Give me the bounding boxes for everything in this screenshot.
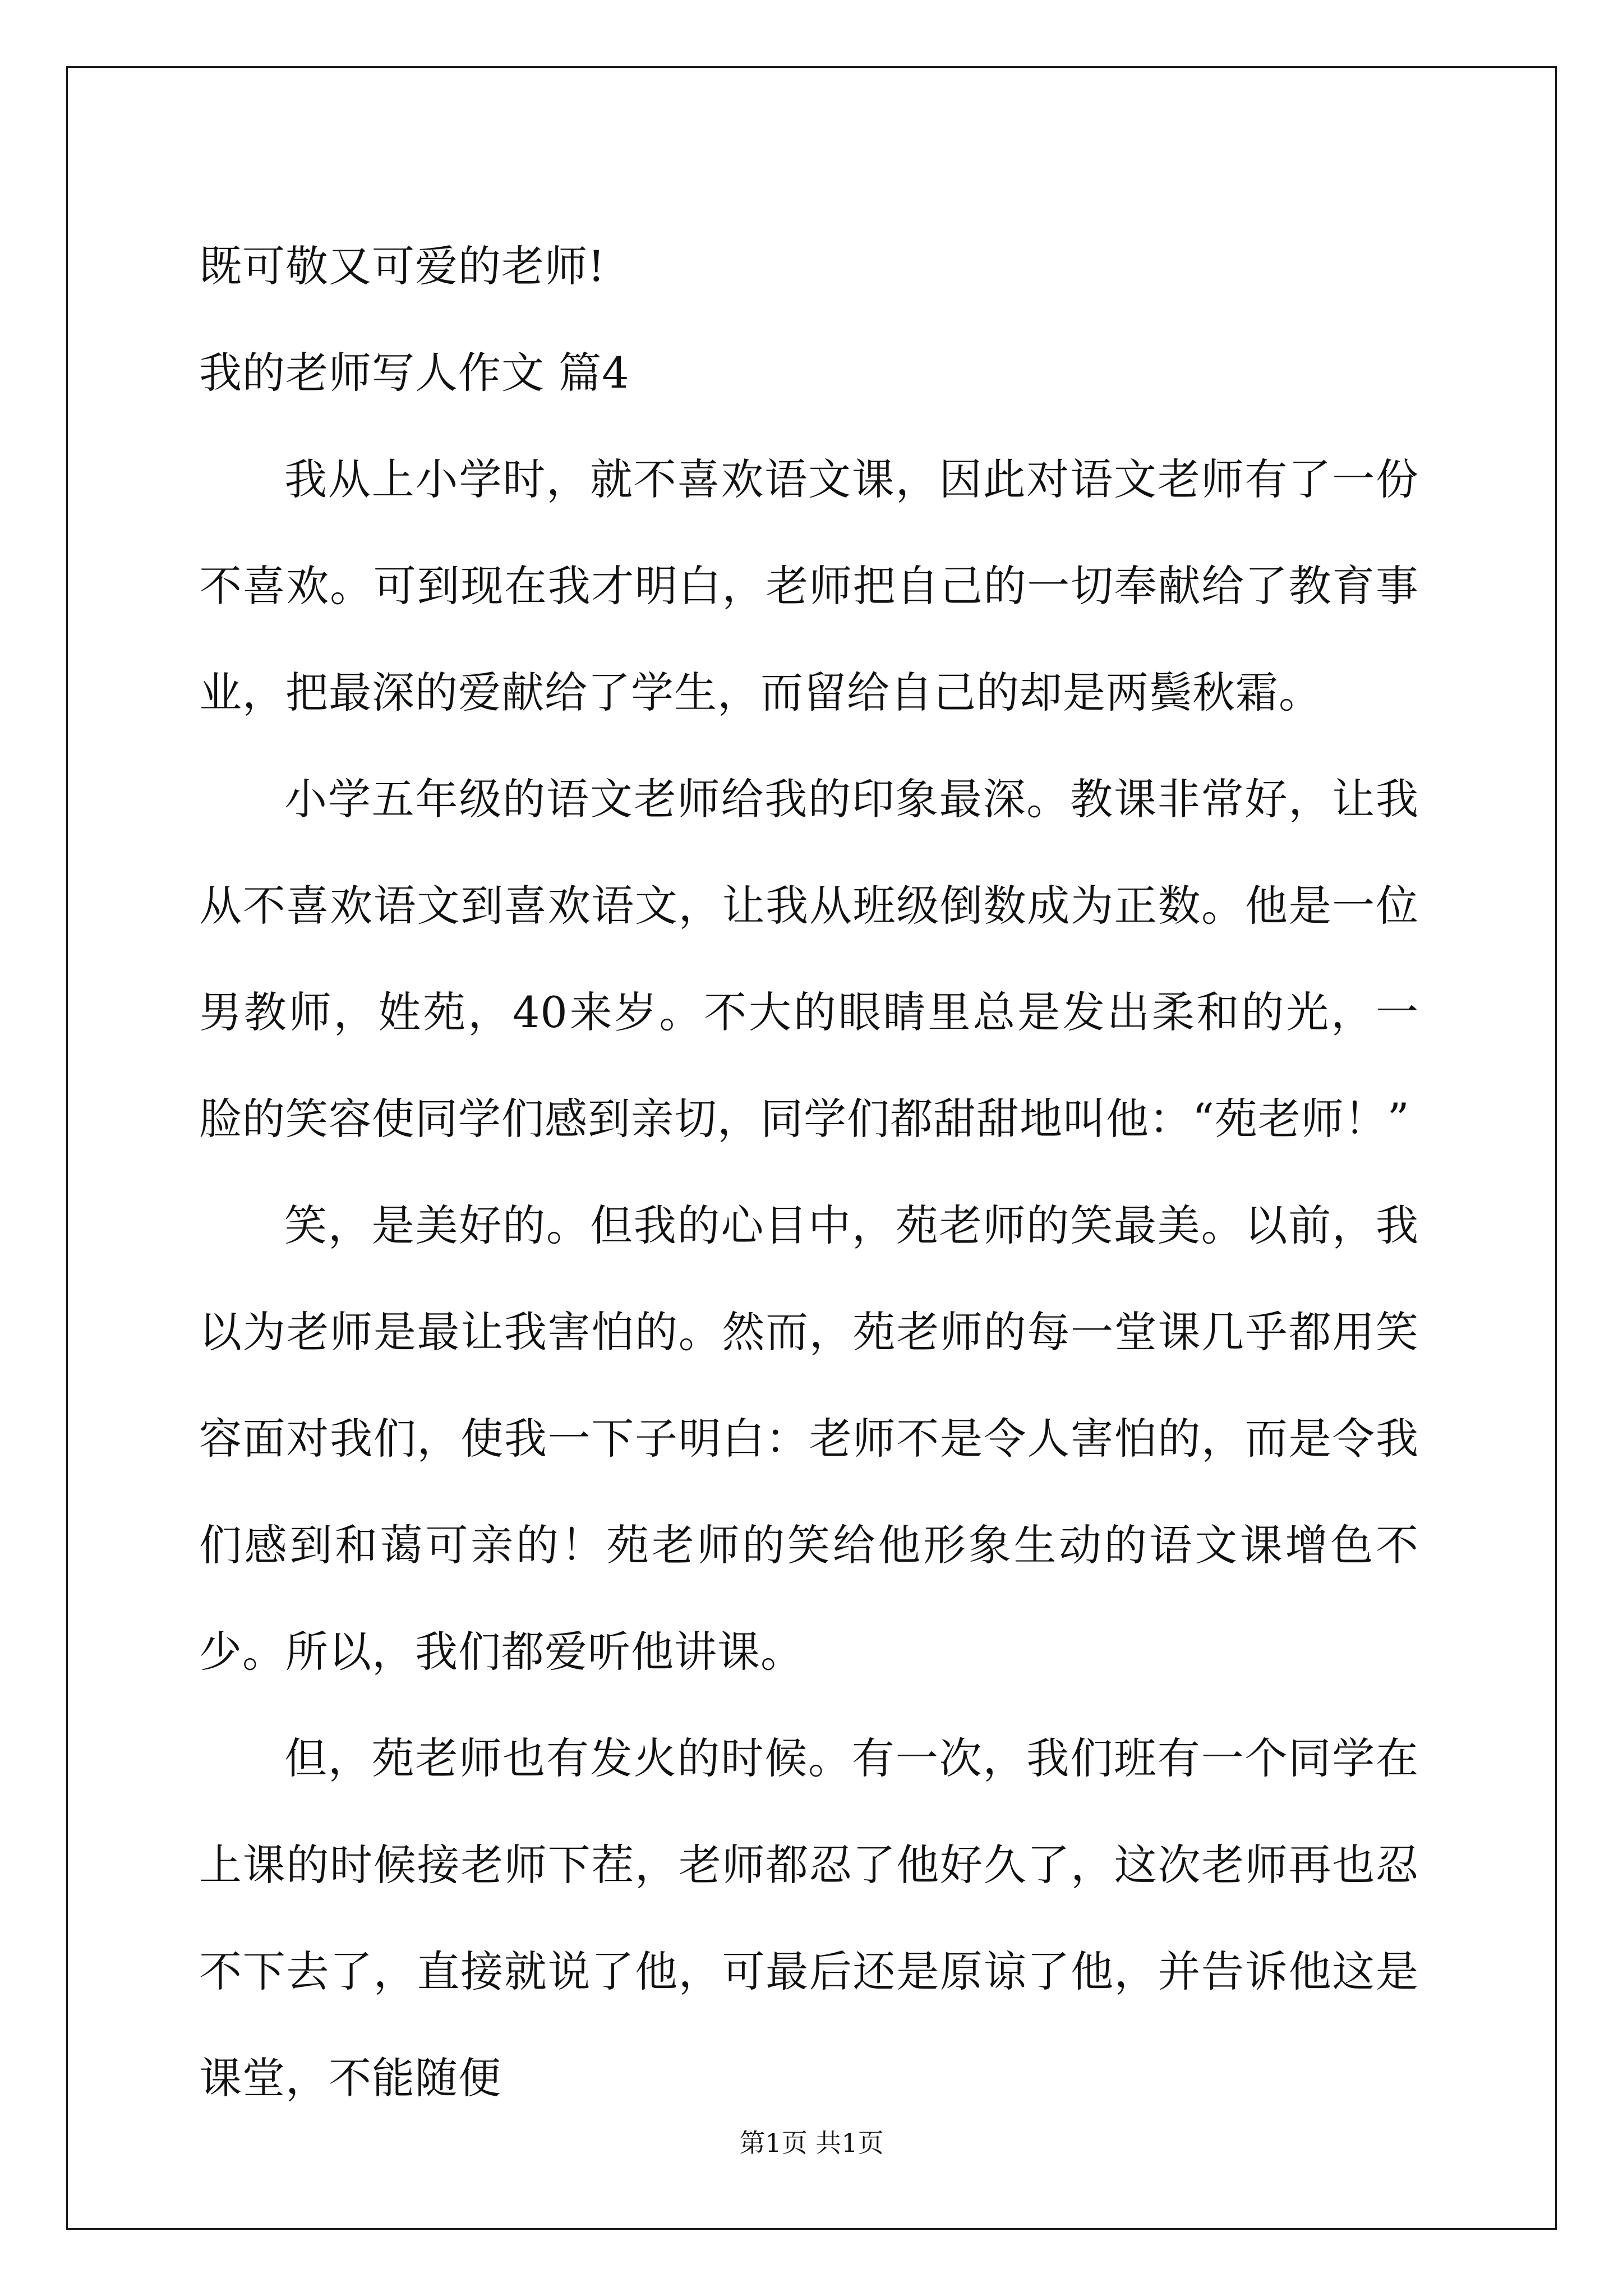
paragraph-1: 我从上小学时，就不喜欢语文课，因此对语文老师有了一份不喜欢。可到现在我才明白，老师把自己的一切奉献给了教育事业，把最深的爱献给了学生，而留给自己的却是两鬓秋霜。 — [199, 454, 1419, 717]
document-body — [199, 213, 1419, 2132]
paragraph-2: 小学五年级的语文老师给我的印象最深。教课非常好，让我从不喜欢语文到喜欢语文，让我从班级倒数成为正数。他是一位男教师，姓苑，40来岁。不大的眼睛里总是发出柔和的光，一脸的笑容使同学们感到亲切，同学们都甜甜地叫他：“苑老师！” — [199, 774, 1419, 1144]
page-footer: 第1页 共1页 — [739, 2128, 884, 2158]
closing-line: 既可敬又可爱的老师! — [199, 241, 606, 291]
paragraph-4: 但，苑老师也有发火的时候。有一次，我们班有一个同学在上课的时候接老师下茬，老师都忍了他好久了，这次老师再也忍不下去了，直接就说了他，可最后还是原谅了他，并告诉他这是课堂，不能随便 — [199, 1733, 1419, 2103]
paragraph-3: 笑，是美好的。但我的心目中，苑老师的笑最美。以前，我以为老师是最让我害怕的。然而，苑老师的每一堂课几乎都用笑容面对我们，使我一下子明白：老师不是令人害怕的，而是令我们感到和蔼可亲的！苑老师的笑给他形象生动的语文课增色不少。所以，我们都爱听他讲课。 — [199, 1200, 1419, 1677]
section-heading: 我的老师写人作文 篇4 — [199, 348, 630, 398]
